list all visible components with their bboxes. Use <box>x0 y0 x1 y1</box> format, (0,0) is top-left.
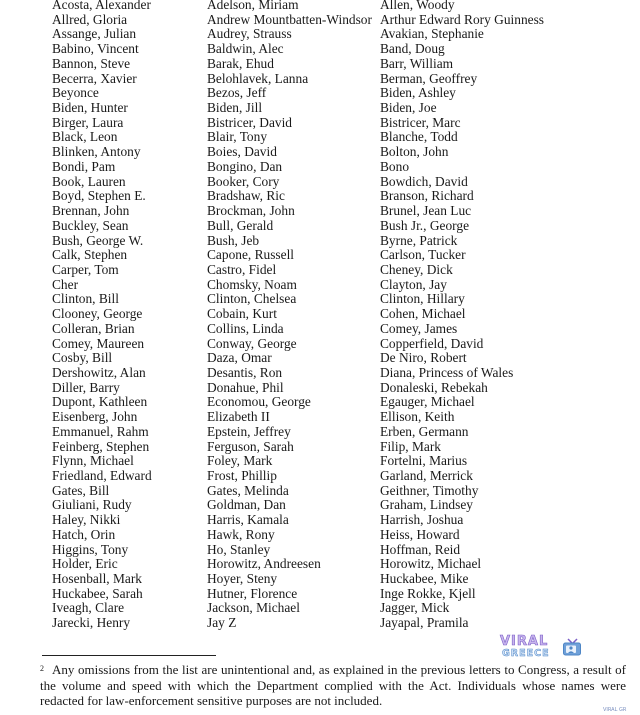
list-item: Band, Doug <box>380 41 445 57</box>
list-item: Dupont, Kathleen <box>52 394 148 410</box>
list-item: Graham, Lindsey <box>380 497 473 513</box>
list-item: Frost, Phillip <box>207 468 277 483</box>
list-item: Brennan, John <box>52 203 130 219</box>
list-item: Diller, Barry <box>52 379 120 395</box>
list-item: Huckabee, Mike <box>380 571 469 587</box>
list-item: Elizabeth II <box>207 409 270 425</box>
list-item: Biden, Hunter <box>52 100 128 116</box>
list-item: Becerra, Xavier <box>52 70 137 86</box>
list-item: Emmanuel, Rahm <box>52 423 149 439</box>
list-item: Inge Rokke, Kjell <box>380 585 476 601</box>
footnote <box>40 662 626 709</box>
list-item: Berman, Geoffrey <box>380 70 478 86</box>
list-item: Higgins, Tony <box>52 541 129 557</box>
list-item: Iveagh, Clare <box>52 600 125 616</box>
list-item: Cher <box>52 276 79 292</box>
list-item: Erben, Germann <box>380 423 469 439</box>
list-item: Bannon, Steve <box>52 55 131 71</box>
list-item: De Niro, Robert <box>380 350 467 366</box>
list-item: Collins, Linda <box>207 320 284 336</box>
list-item: Audrey, Strauss <box>207 26 292 42</box>
list-item: Barak, Ehud <box>207 55 274 71</box>
list-item: Bono <box>380 158 410 174</box>
list-item: Jagger, Mick <box>380 600 450 616</box>
list-item: Bowdich, David <box>380 173 468 189</box>
list-item: Clooney, George <box>52 306 143 322</box>
list-item: Beyonce <box>52 85 99 101</box>
tv-icon <box>562 638 582 656</box>
list-item: Ellison, Keith <box>380 409 455 425</box>
list-item: Babino, Vincent <box>52 41 139 57</box>
list-item: Cohen, Michael <box>380 306 466 322</box>
list-item: Economou, George <box>207 394 311 410</box>
list-item: Comey, James <box>380 320 458 336</box>
list-item: Hoyer, Steny <box>207 571 278 587</box>
list-item: Bondi, Pam <box>52 158 116 174</box>
list-item: Eisenberg, John <box>52 409 138 425</box>
list-item: Jay Z <box>207 615 237 631</box>
footnote-text: Any omissions from the list are unintentional and, as explained in the previous letters to Congress, a result of the volume and speed with which the Department complied with the Act. Individuals whose names were redacted for law-enforcement sensitive purposes are not included. <box>40 662 626 708</box>
list-item: Byrne, Patrick <box>380 232 458 248</box>
list-item: Bush Jr., George <box>380 217 470 233</box>
list-item: Assange, Julian <box>52 26 137 42</box>
list-item: Bongino, Dan <box>207 158 283 174</box>
list-item: Gates, Bill <box>52 482 110 498</box>
list-item: Avakian, Stephanie <box>380 26 484 42</box>
names-column-3 <box>380 0 544 631</box>
list-item: Harrish, Joshua <box>380 512 464 528</box>
list-item: Desantis, Ron <box>207 364 283 380</box>
list-item: Flynn, Michael <box>52 453 134 469</box>
list-item: Bezos, Jeff <box>207 85 267 101</box>
list-item: Geithner, Timothy <box>380 482 479 498</box>
list-item: Jarecki, Henry <box>52 615 131 631</box>
list-item: Clayton, Jay <box>380 276 447 292</box>
list-item: Comey, Maureen <box>52 335 145 351</box>
list-item: Birger, Laura <box>52 114 124 130</box>
list-item: Gates, Melinda <box>207 482 289 498</box>
list-item: Donaleski, Rebekah <box>380 379 488 395</box>
list-item: Fortelni, Marius <box>380 453 468 469</box>
list-item: Capone, Russell <box>207 247 295 263</box>
list-item: Hutner, Florence <box>207 585 298 601</box>
watermark-line1: VIRAL <box>500 634 549 649</box>
list-item: Chomsky, Noam <box>207 276 297 292</box>
list-item: Donahue, Phil <box>207 379 284 395</box>
list-item: Jayapal, Pramila <box>380 615 469 631</box>
list-item: Baldwin, Alec <box>207 41 284 57</box>
list-item: Biden, Ashley <box>380 85 456 101</box>
list-item: Castro, Fidel <box>207 261 277 277</box>
list-item: Ho, Stanley <box>207 541 271 557</box>
list-item: Filip, Mark <box>380 438 442 454</box>
list-item: Blair, Tony <box>207 129 268 145</box>
list-item: Brockman, John <box>207 203 295 219</box>
list-item: Garland, Merrick <box>380 468 473 483</box>
list-item: Andrew Mountbatten-Windsor <box>207 11 372 27</box>
list-item: Horowitz, Michael <box>380 556 482 572</box>
list-item: Cosby, Bill <box>52 350 113 366</box>
list-item: Dershowitz, Alan <box>52 364 146 380</box>
list-item: Clinton, Hillary <box>380 291 465 307</box>
list-item: Daza, Omar <box>207 350 272 366</box>
list-item: Arthur Edward Rory Guinness <box>380 11 545 27</box>
list-item: Adelson, Miriam <box>207 0 299 12</box>
list-item: Giuliani, Rudy <box>52 497 132 513</box>
list-item: Calk, Stephen <box>52 247 128 263</box>
list-item: Carlson, Tucker <box>380 247 466 263</box>
list-item: Foley, Mark <box>207 453 273 469</box>
list-item: Heiss, Howard <box>380 526 460 542</box>
list-item: Clinton, Chelsea <box>207 291 297 307</box>
list-item: Booker, Cory <box>207 173 280 189</box>
list-item: Jackson, Michael <box>207 600 300 616</box>
list-item: Belohlavek, Lanna <box>207 70 309 86</box>
list-item: Branson, Richard <box>380 188 474 204</box>
list-item: Carper, Tom <box>52 261 119 277</box>
list-item: Blanche, Todd <box>380 129 458 145</box>
list-item: Bradshaw, Ric <box>207 188 285 204</box>
list-item: Black, Leon <box>52 129 118 145</box>
list-item: Boyd, Stephen E. <box>52 188 146 204</box>
list-item: Friedland, Edward <box>52 468 152 483</box>
watermark-line2: GREECE <box>502 648 550 659</box>
list-item: Bistricer, David <box>207 114 292 130</box>
list-item: Book, Lauren <box>52 173 126 189</box>
list-item: Feinberg, Stephen <box>52 438 150 454</box>
list-item: Ferguson, Sarah <box>207 438 294 454</box>
list-item: Conway, George <box>207 335 297 351</box>
list-item: Hatch, Orin <box>52 526 116 542</box>
names-column-1 <box>52 0 152 631</box>
list-item: Colleran, Brian <box>52 320 135 336</box>
list-item: Cheney, Dick <box>380 261 453 277</box>
list-item: Bolton, John <box>380 144 449 160</box>
list-item: Clinton, Bill <box>52 291 119 307</box>
list-item: Harris, Kamala <box>207 512 289 528</box>
list-item: Bistricer, Marc <box>380 114 461 130</box>
list-item: Bull, Gerald <box>207 217 274 233</box>
list-item: Huckabee, Sarah <box>52 585 143 601</box>
list-item: Buckley, Sean <box>52 217 129 233</box>
list-item: Bush, George W. <box>52 232 144 248</box>
list-item: Biden, Joe <box>380 100 437 116</box>
list-item: Egauger, Michael <box>380 394 475 410</box>
list-item: Epstein, Jeffrey <box>207 423 291 439</box>
watermark-tiny-mark: VIRAL GR <box>603 707 627 713</box>
list-item: Acosta, Alexander <box>52 0 151 12</box>
list-item: Cobain, Kurt <box>207 306 277 322</box>
list-item: Biden, Jill <box>207 100 263 116</box>
list-item: Allen, Woody <box>380 0 455 12</box>
list-item: Hawk, Rony <box>207 526 275 542</box>
list-item: Hoffman, Reid <box>380 541 461 557</box>
list-item: Haley, Nikki <box>52 512 121 528</box>
watermark-logo <box>500 634 600 664</box>
list-item: Allred, Gloria <box>52 11 128 27</box>
list-item: Boies, David <box>207 144 277 160</box>
list-item: Diana, Princess of Wales <box>380 364 514 380</box>
list-item: Goldman, Dan <box>207 497 286 513</box>
list-item: Brunel, Jean Luc <box>380 203 472 219</box>
list-item: Horowitz, Andreesen <box>207 556 321 572</box>
list-item: Barr, William <box>380 55 454 71</box>
footnote-divider <box>42 655 216 656</box>
list-item: Copperfield, David <box>380 335 484 351</box>
list-item: Hosenball, Mark <box>52 571 142 587</box>
footnote-marker: 2 <box>40 664 44 673</box>
list-item: Bush, Jeb <box>207 232 260 248</box>
list-item: Blinken, Antony <box>52 144 141 160</box>
list-item: Holder, Eric <box>52 556 118 572</box>
names-column-2 <box>207 0 372 631</box>
